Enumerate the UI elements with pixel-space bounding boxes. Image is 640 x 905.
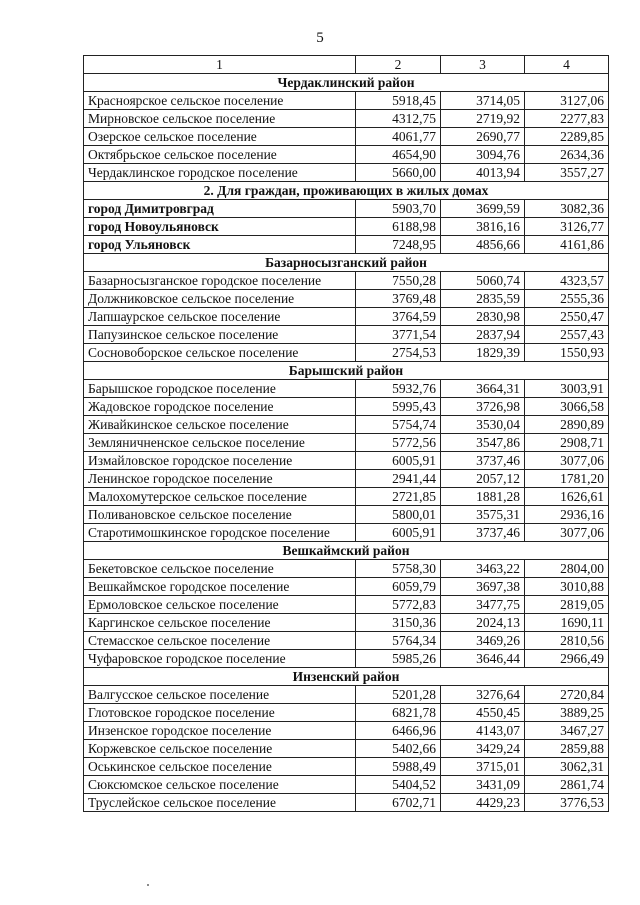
section-row bbox=[84, 254, 609, 272]
value-col-2: 5985,26 bbox=[356, 650, 441, 668]
value-col-3: 3816,16 bbox=[441, 218, 525, 236]
settlement-name: Лапшаурское сельское поселение bbox=[84, 308, 356, 326]
table-row bbox=[84, 740, 609, 758]
table-row bbox=[84, 398, 609, 416]
value-col-2: 6059,79 bbox=[356, 578, 441, 596]
value-col-3: 3697,38 bbox=[441, 578, 525, 596]
value-col-3: 3726,98 bbox=[441, 398, 525, 416]
value-col-4: 2289,85 bbox=[525, 128, 609, 146]
value-col-2: 2754,53 bbox=[356, 344, 441, 362]
value-col-3: 1881,28 bbox=[441, 488, 525, 506]
table-row bbox=[84, 578, 609, 596]
value-col-3: 3646,44 bbox=[441, 650, 525, 668]
value-col-2: 2721,85 bbox=[356, 488, 441, 506]
value-col-2: 6821,78 bbox=[356, 704, 441, 722]
value-col-2: 2941,44 bbox=[356, 470, 441, 488]
table-row bbox=[84, 506, 609, 524]
section-row bbox=[84, 668, 609, 686]
table-row bbox=[84, 200, 609, 218]
value-col-2: 3150,36 bbox=[356, 614, 441, 632]
value-col-3: 5060,74 bbox=[441, 272, 525, 290]
value-col-3: 4143,07 bbox=[441, 722, 525, 740]
settlement-name: Вешкаймское городское поселение bbox=[84, 578, 356, 596]
section-title: Барышский район bbox=[84, 362, 609, 380]
value-col-3: 4856,66 bbox=[441, 236, 525, 254]
settlement-name: Сюксюмское сельское поселение bbox=[84, 776, 356, 794]
settlement-name: Базарносызганское городское поселение bbox=[84, 272, 356, 290]
value-col-4: 3467,27 bbox=[525, 722, 609, 740]
value-col-2: 5932,76 bbox=[356, 380, 441, 398]
value-col-4: 4323,57 bbox=[525, 272, 609, 290]
table-row bbox=[84, 614, 609, 632]
value-col-3: 2057,12 bbox=[441, 470, 525, 488]
table-row bbox=[84, 524, 609, 542]
settlement-name: город Ульяновск bbox=[84, 236, 356, 254]
table-row bbox=[84, 308, 609, 326]
value-col-2: 5772,83 bbox=[356, 596, 441, 614]
settlement-name: Стемасское сельское поселение bbox=[84, 632, 356, 650]
header-cell: 3 bbox=[441, 56, 525, 74]
value-col-3: 3737,46 bbox=[441, 524, 525, 542]
value-col-4: 3127,06 bbox=[525, 92, 609, 110]
value-col-3: 3530,04 bbox=[441, 416, 525, 434]
value-col-4: 2859,88 bbox=[525, 740, 609, 758]
scan-speck bbox=[147, 884, 149, 886]
settlement-name: Труслейское сельское поселение bbox=[84, 794, 356, 812]
value-col-2: 5800,01 bbox=[356, 506, 441, 524]
value-col-4: 2550,47 bbox=[525, 308, 609, 326]
value-col-3: 4550,45 bbox=[441, 704, 525, 722]
value-col-4: 3010,88 bbox=[525, 578, 609, 596]
table-row bbox=[84, 164, 609, 182]
value-col-4: 3066,58 bbox=[525, 398, 609, 416]
settlement-name: Ермоловское сельское поселение bbox=[84, 596, 356, 614]
section-row bbox=[84, 362, 609, 380]
page-number: 5 bbox=[316, 30, 324, 46]
table-row bbox=[84, 146, 609, 164]
value-col-4: 4161,86 bbox=[525, 236, 609, 254]
value-col-2: 6466,96 bbox=[356, 722, 441, 740]
table-row bbox=[84, 704, 609, 722]
header-cell: 2 bbox=[356, 56, 441, 74]
value-col-2: 6188,98 bbox=[356, 218, 441, 236]
value-col-2: 3769,48 bbox=[356, 290, 441, 308]
settlement-name: Валгусское сельское поселение bbox=[84, 686, 356, 704]
value-col-4: 2810,56 bbox=[525, 632, 609, 650]
value-col-4: 2277,83 bbox=[525, 110, 609, 128]
value-col-3: 3575,31 bbox=[441, 506, 525, 524]
value-col-2: 5903,70 bbox=[356, 200, 441, 218]
value-col-3: 3715,01 bbox=[441, 758, 525, 776]
value-col-3: 2690,77 bbox=[441, 128, 525, 146]
table-row bbox=[84, 380, 609, 398]
settlement-name: Октябрьское сельское поселение bbox=[84, 146, 356, 164]
value-col-3: 3547,86 bbox=[441, 434, 525, 452]
value-col-3: 3714,05 bbox=[441, 92, 525, 110]
value-col-4: 3062,31 bbox=[525, 758, 609, 776]
section-row bbox=[84, 182, 609, 200]
value-col-3: 3431,09 bbox=[441, 776, 525, 794]
section-title: Чердаклинский район bbox=[84, 74, 609, 92]
settlement-name: Озерское сельское поселение bbox=[84, 128, 356, 146]
settlement-name: Жадовское городское поселение bbox=[84, 398, 356, 416]
settlement-name: Ленинское городское поселение bbox=[84, 470, 356, 488]
table-row bbox=[84, 434, 609, 452]
table-row bbox=[84, 488, 609, 506]
settlement-name: Оськинское сельское поселение bbox=[84, 758, 356, 776]
value-col-2: 5402,66 bbox=[356, 740, 441, 758]
tariff-table bbox=[83, 55, 609, 812]
table-row bbox=[84, 794, 609, 812]
settlement-name: Красноярское сельское поселение bbox=[84, 92, 356, 110]
value-col-3: 4013,94 bbox=[441, 164, 525, 182]
settlement-name: Каргинское сельское поселение bbox=[84, 614, 356, 632]
table-row bbox=[84, 650, 609, 668]
value-col-3: 2830,98 bbox=[441, 308, 525, 326]
value-col-3: 3469,26 bbox=[441, 632, 525, 650]
value-col-4: 2557,43 bbox=[525, 326, 609, 344]
value-col-2: 4312,75 bbox=[356, 110, 441, 128]
settlement-name: Чуфаровское городское поселение bbox=[84, 650, 356, 668]
value-col-4: 1781,20 bbox=[525, 470, 609, 488]
value-col-4: 3077,06 bbox=[525, 452, 609, 470]
value-col-2: 3771,54 bbox=[356, 326, 441, 344]
table-row bbox=[84, 560, 609, 578]
table-row bbox=[84, 344, 609, 362]
table-row bbox=[84, 290, 609, 308]
settlement-name: Малохомутерское сельское поселение bbox=[84, 488, 356, 506]
table-row bbox=[84, 776, 609, 794]
value-col-2: 7550,28 bbox=[356, 272, 441, 290]
value-col-2: 3764,59 bbox=[356, 308, 441, 326]
value-col-4: 1550,93 bbox=[525, 344, 609, 362]
section-title: Вешкаймский район bbox=[84, 542, 609, 560]
settlement-name: Старотимошкинское городское поселение bbox=[84, 524, 356, 542]
table-row bbox=[84, 272, 609, 290]
value-col-2: 5764,34 bbox=[356, 632, 441, 650]
value-col-4: 1626,61 bbox=[525, 488, 609, 506]
value-col-4: 2936,16 bbox=[525, 506, 609, 524]
header-row bbox=[84, 56, 609, 74]
value-col-3: 2024,13 bbox=[441, 614, 525, 632]
value-col-4: 2555,36 bbox=[525, 290, 609, 308]
value-col-3: 3094,76 bbox=[441, 146, 525, 164]
settlement-name: Коржевское сельское поселение bbox=[84, 740, 356, 758]
value-col-3: 2837,94 bbox=[441, 326, 525, 344]
value-col-3: 2835,59 bbox=[441, 290, 525, 308]
header-cell: 4 bbox=[525, 56, 609, 74]
value-col-3: 3664,31 bbox=[441, 380, 525, 398]
table-row bbox=[84, 218, 609, 236]
value-col-2: 5995,43 bbox=[356, 398, 441, 416]
settlement-name: город Новоульяновск bbox=[84, 218, 356, 236]
tariff-table-body bbox=[84, 56, 609, 812]
settlement-name: Чердаклинское городское поселение bbox=[84, 164, 356, 182]
value-col-2: 5988,49 bbox=[356, 758, 441, 776]
value-col-2: 6702,71 bbox=[356, 794, 441, 812]
table-row bbox=[84, 128, 609, 146]
table-row bbox=[84, 596, 609, 614]
table-row bbox=[84, 758, 609, 776]
value-col-4: 2819,05 bbox=[525, 596, 609, 614]
value-col-4: 1690,11 bbox=[525, 614, 609, 632]
value-col-4: 3557,27 bbox=[525, 164, 609, 182]
section-title: Базарносызганский район bbox=[84, 254, 609, 272]
section-row bbox=[84, 74, 609, 92]
value-col-4: 3776,53 bbox=[525, 794, 609, 812]
value-col-4: 2908,71 bbox=[525, 434, 609, 452]
settlement-name: Инзенское городское поселение bbox=[84, 722, 356, 740]
value-col-4: 3082,36 bbox=[525, 200, 609, 218]
value-col-3: 3463,22 bbox=[441, 560, 525, 578]
value-col-2: 5201,28 bbox=[356, 686, 441, 704]
value-col-4: 3889,25 bbox=[525, 704, 609, 722]
value-col-3: 3477,75 bbox=[441, 596, 525, 614]
value-col-2: 5918,45 bbox=[356, 92, 441, 110]
header-cell: 1 bbox=[84, 56, 356, 74]
table-row bbox=[84, 632, 609, 650]
value-col-2: 6005,91 bbox=[356, 452, 441, 470]
table-row bbox=[84, 416, 609, 434]
settlement-name: Земляничненское сельское поселение bbox=[84, 434, 356, 452]
value-col-4: 3126,77 bbox=[525, 218, 609, 236]
settlement-name: Глотовское городское поселение bbox=[84, 704, 356, 722]
settlement-name: Поливановское сельское поселение bbox=[84, 506, 356, 524]
settlement-name: Должниковское сельское поселение bbox=[84, 290, 356, 308]
section-title: 2. Для граждан, проживающих в жилых домах bbox=[84, 182, 609, 200]
value-col-4: 3077,06 bbox=[525, 524, 609, 542]
table-row bbox=[84, 236, 609, 254]
section-row bbox=[84, 542, 609, 560]
table-row bbox=[84, 722, 609, 740]
settlement-name: город Димитровград bbox=[84, 200, 356, 218]
value-col-2: 7248,95 bbox=[356, 236, 441, 254]
value-col-4: 2804,00 bbox=[525, 560, 609, 578]
settlement-name: Папузинское сельское поселение bbox=[84, 326, 356, 344]
settlement-name: Живайкинское сельское поселение bbox=[84, 416, 356, 434]
section-title: Инзенский район bbox=[84, 668, 609, 686]
settlement-name: Барышское городское поселение bbox=[84, 380, 356, 398]
settlement-name: Мирновское сельское поселение bbox=[84, 110, 356, 128]
value-col-4: 2966,49 bbox=[525, 650, 609, 668]
value-col-2: 5660,00 bbox=[356, 164, 441, 182]
value-col-4: 2861,74 bbox=[525, 776, 609, 794]
value-col-4: 2720,84 bbox=[525, 686, 609, 704]
table-row bbox=[84, 326, 609, 344]
settlement-name: Измайловское городское поселение bbox=[84, 452, 356, 470]
table-row bbox=[84, 470, 609, 488]
value-col-3: 4429,23 bbox=[441, 794, 525, 812]
value-col-2: 4654,90 bbox=[356, 146, 441, 164]
table-row bbox=[84, 92, 609, 110]
value-col-2: 5404,52 bbox=[356, 776, 441, 794]
value-col-3: 3276,64 bbox=[441, 686, 525, 704]
table-row bbox=[84, 686, 609, 704]
value-col-2: 5758,30 bbox=[356, 560, 441, 578]
value-col-4: 2890,89 bbox=[525, 416, 609, 434]
value-col-3: 3699,59 bbox=[441, 200, 525, 218]
value-col-4: 3003,91 bbox=[525, 380, 609, 398]
value-col-3: 3429,24 bbox=[441, 740, 525, 758]
settlement-name: Бекетовское сельское поселение bbox=[84, 560, 356, 578]
value-col-3: 2719,92 bbox=[441, 110, 525, 128]
value-col-2: 5772,56 bbox=[356, 434, 441, 452]
settlement-name: Сосновоборское сельское поселение bbox=[84, 344, 356, 362]
value-col-4: 2634,36 bbox=[525, 146, 609, 164]
table-row bbox=[84, 110, 609, 128]
value-col-3: 1829,39 bbox=[441, 344, 525, 362]
value-col-3: 3737,46 bbox=[441, 452, 525, 470]
value-col-2: 6005,91 bbox=[356, 524, 441, 542]
value-col-2: 5754,74 bbox=[356, 416, 441, 434]
table-row bbox=[84, 452, 609, 470]
value-col-2: 4061,77 bbox=[356, 128, 441, 146]
